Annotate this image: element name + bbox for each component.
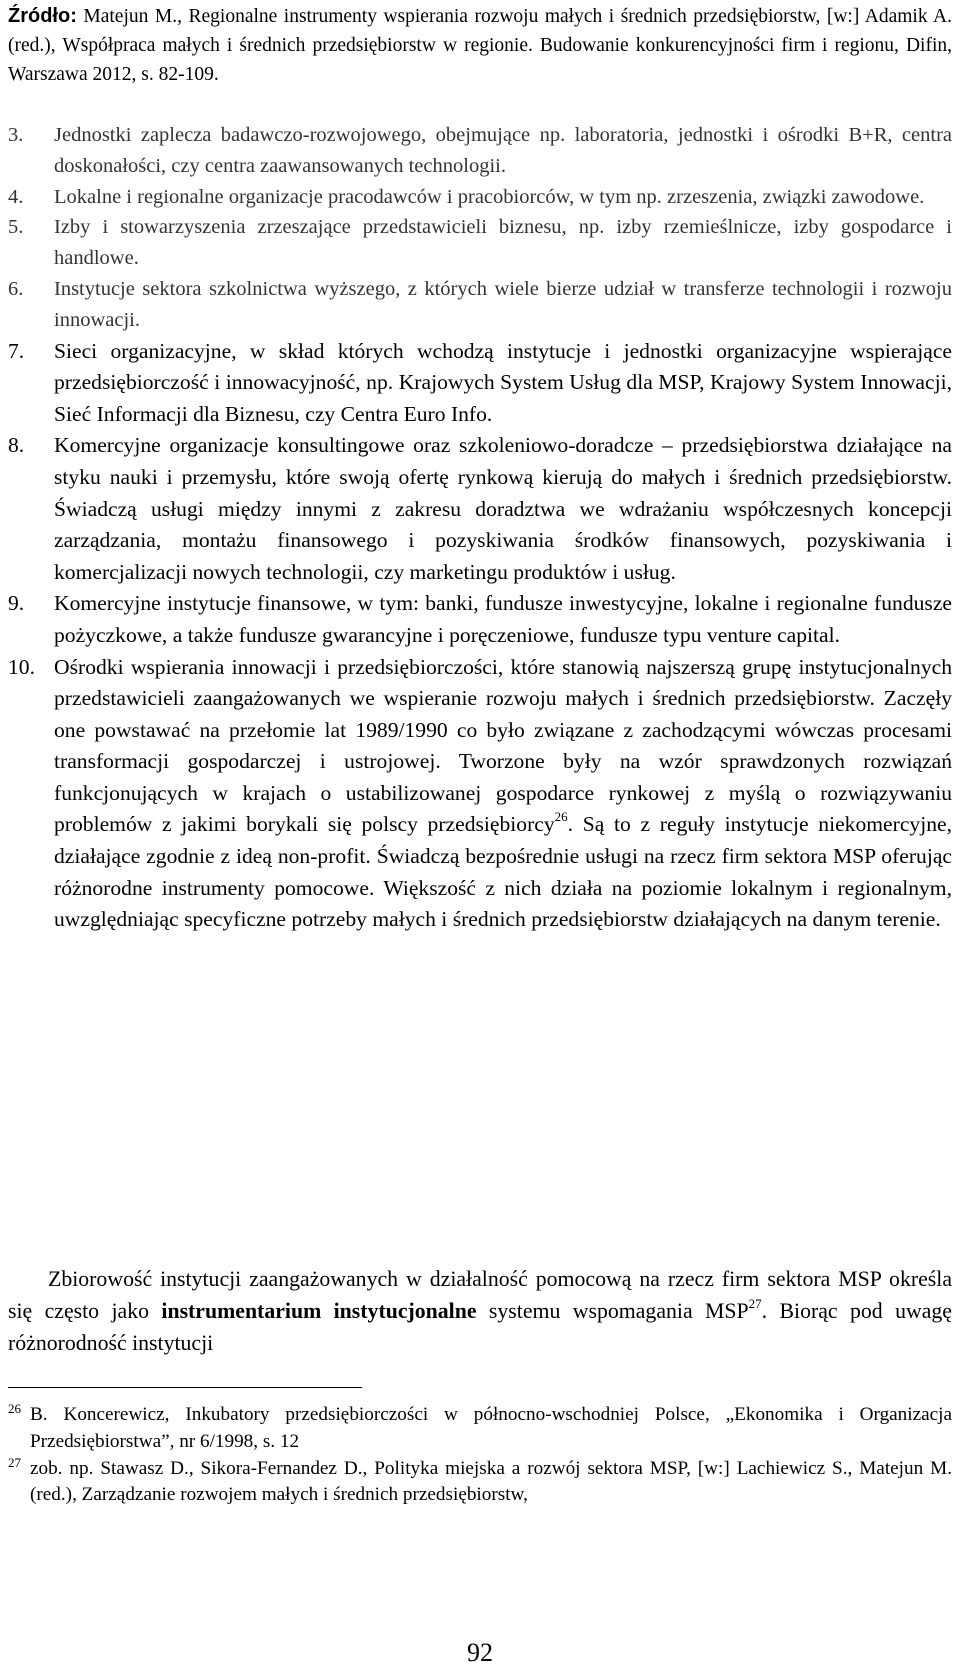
footnote-number: 27: [8, 1454, 21, 1470]
footnote-number: 26: [8, 1401, 21, 1416]
footnote-ref-26[interactable]: 26: [554, 809, 568, 825]
list-item-text: Izby i stowarzyszenia zrzeszające przedstawicieli biznesu, np. izby rzemieślnicze, izby gospodarce i handlowe.: [54, 216, 952, 270]
list-item: [8, 182, 952, 213]
list-item-number: 3.: [8, 124, 24, 146]
list-item-number: 4.: [8, 185, 24, 208]
list-item-text: Sieci organizacyjne, w skład których wchodzą instytucje i jednostki organizacyjne wspierające przedsiębiorczość i innowacyjność, np. Krajowych System Usług dla MSP, Krajowy System Innowacji, Sieć Informacji dla Biznesu, czy Centra Euro Info.: [54, 338, 952, 426]
list-item: [8, 212, 952, 274]
list-item-text: Komercyjne instytucje finansowe, w tym: banki, fundusze inwestycyjne, lokalne i regionalne fundusze pożyczkowe, a także fundusze gwarancyjne i poręczeniowe, fundusze typu venture capital.: [54, 591, 952, 647]
list-item-text: Lokalne i regionalne organizacje pracodawców i pracobiorców, w tym np. zrzeszenia, związki zawodowe.: [54, 185, 925, 208]
list-item-text: Komercyjne organizacje konsultingowe oraz szkoleniowo-doradcze – przedsiębiorstwa działające na styku nauki i przemysłu, które swoją ofertę rynkową kierują do małych i średnich przedsiębiorstw. Świadczą usługi między innymi z zakresu doradztwa we wdrażaniu współczesnych koncepcji zarządzania, montażu finansowego i pozyskiwania środków finansowych, pozyskiwania i komercjalizacji nowych technologii, czy marketingu produktów i usług.: [54, 433, 952, 584]
list-item-number: 5.: [8, 216, 24, 239]
list-item-number: 6.: [8, 277, 24, 300]
footnote-ref-27[interactable]: 27: [748, 1295, 762, 1311]
numbered-list: [8, 120, 952, 936]
bold-term: instrumentarium instytucjonalne: [161, 1299, 477, 1323]
page-number: 92: [467, 1638, 493, 1667]
footnote: [8, 1402, 952, 1456]
list-item-text-cont: . Są to z reguły instytucje niekomercyjne, działające zgodnie z ideą non-profit. Świadczą bezpośrednie usługi na rzecz firm sektora MSP oferując różnorodne instrumenty pomocowe. Większość z nich działa na poziomie lokalnym i regionalnym, uwzględniając specyficzne potrzeby małych i średnich przedsiębiorstw działających na danym terenie.: [54, 812, 952, 932]
source-text: Matejun M., Regionalne instrumenty wspierania rozwoju małych i średnich przedsiębiorstw, [w:] Adamik A. (red.), Współpraca małych i średnich przedsiębiorstw w regionie. Budowanie konkurencyjności firm i regionu, Difin, Warszawa 2012, s. 82-109.: [8, 6, 952, 85]
footnote-text: B. Koncerewicz, Inkubatory przedsiębiorczości w północno-wschodniej Polsce, „Ekonomika i Organizacja Przedsiębiorstwa”, nr 6/1998, s. 12: [30, 1404, 952, 1452]
footnotes: [8, 1402, 952, 1509]
list-item-text: Jednostki zaplecza badawczo-rozwojowego, obejmujące np. laboratoria, jednostki i ośrodki B+R, centra doskonałości, czy centra zaawansowanych technologii.: [54, 124, 952, 177]
source-label: Źródło:: [8, 5, 77, 27]
paragraph-text: Zbiorowość instytucji zaangażowanych w działalność pomocową na rzecz firm sektora MSP określa się często jako: [8, 1267, 952, 1323]
footnote-separator: [8, 1387, 362, 1388]
list-item: [8, 652, 952, 936]
list-item-number: 10.: [8, 654, 35, 679]
footnote-text: zob. np. Stawasz D., Sikora-Fernandez D., Polityka miejska a rozwój sektora MSP, [w:] Lachiewicz S., Matejun M. (red.), Zarządzanie rozwojem małych i średnich przedsiębiorstw,: [30, 1457, 952, 1506]
list-item-number: 9.: [8, 591, 25, 616]
list-item-number: 7.: [8, 338, 25, 363]
list-item: [8, 430, 952, 588]
footnote: [8, 1456, 952, 1510]
list-item: [8, 274, 952, 336]
list-item-text: Ośrodki wspierania innowacji i przedsiębiorczości, które stanowią najszerszą grupę instytucjonalnych przedstawicieli zaangażowanych we wspieranie rozwoju małych i średnich przedsiębiorstw. Zaczęły one powstawać na przełomie lat 1989/1990 co było związane z zachodzącymi wówczas procesami transformacji gospodarczej i ustrojowej. Tworzone były na wzór sprawdzonych rozwiązań funkcjonujących w krajach o ustabilizowanej gospodarce rynkowej z myślą o rozwiązywaniu problemów z jakimi borykali się polscy przedsiębiorcy: [54, 654, 952, 837]
list-item: [8, 336, 952, 431]
list-item: [8, 588, 952, 651]
body-paragraph: [8, 1263, 952, 1359]
list-item-number: 8.: [8, 433, 25, 458]
source-citation: [8, 2, 952, 89]
list-item: [8, 120, 952, 182]
paragraph-text-cont: systemu wspomagania MSP: [476, 1299, 749, 1323]
paragraph-text-end: . Biorąc pod uwagę różnorodność instytucji: [8, 1299, 952, 1355]
list-item-text: Instytucje sektora szkolnictwa wyższego, z których wiele bierze udział w transferze technologii i rozwoju innowacji.: [54, 277, 952, 331]
